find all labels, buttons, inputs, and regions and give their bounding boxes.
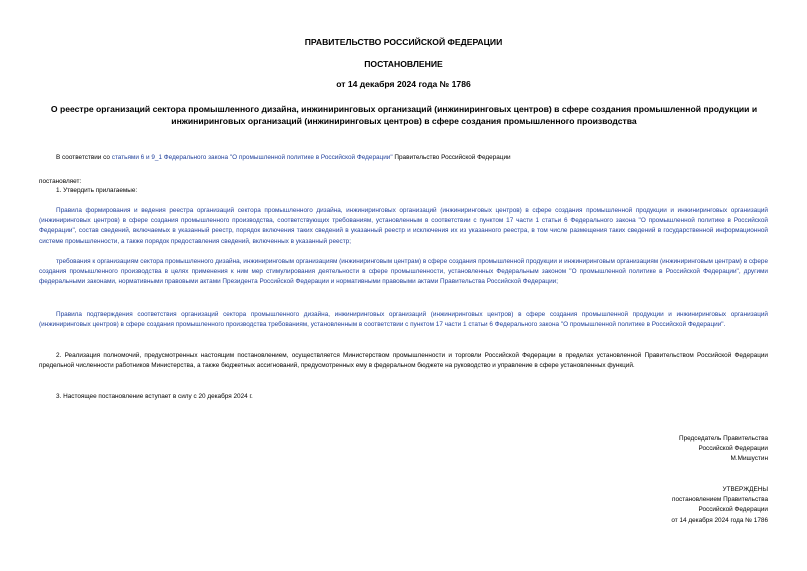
approval-date-number: от 14 декабря 2024 года № 1786 — [671, 516, 768, 524]
approval-title: УТВЕРЖДЕНЫ — [722, 486, 768, 493]
preamble-text-end: Правительство Российской Федерации — [392, 154, 511, 161]
item-3: 3. Настоящее постановление вступает в силу с 20 декабря 2024 г. — [56, 393, 253, 400]
approval-stamp — [671, 485, 768, 526]
requirements-link[interactable]: требования к организациям сектора промышленного дизайна, инжиниринговым организациям (инжиниринговым центрам) в сфере создания промышленной продукции и инжиниринговым организациям (инжиниринговым центрам) в сфере создания промышленного производства в целях применения к ним мер стимулирования деятельности в сфере промышленности, установленных Федеральным законом "О промышленной политике в Российской Федерации", другими федеральными законами, нормативными правовыми актами Президента Российской Федерации и нормативными правовыми актами Правительства Российской Федерации; — [39, 258, 768, 286]
date-number-heading: от 14 декабря 2024 года № 1786 — [336, 79, 471, 89]
issuer-heading: ПРАВИТЕЛЬСТВО РОССИЙСКОЙ ФЕДЕРАЦИИ — [304, 37, 503, 47]
federal-law-link[interactable]: Федерального закона "О промышленной политике в Российской Федерации" — [163, 154, 393, 161]
articles-link[interactable]: статьями 6 и 9_1 — [111, 154, 163, 161]
preamble — [56, 153, 776, 163]
document-title: О реестре организаций сектора промышленного дизайна, инжиниринговых организаций (инжиниринговых центров) в сфере создания промышленной продукции и инжиниринговых организаций (инжиниринговых центров) в сфере создания промышленного производства — [50, 104, 758, 126]
preamble-text-start: В соответствии со — [56, 154, 112, 161]
signature-position: Председатель Правительства — [679, 435, 768, 442]
signature-organization: Российской Федерации — [698, 445, 768, 453]
signature-block — [679, 434, 768, 465]
item-1: 1. Утвердить прилагаемые: — [56, 187, 138, 194]
confirmation-rules-link[interactable]: Правила подтверждения соответствия организаций сектора промышленного дизайна, инжиниринговых организаций (инжиниринговых центров) в сфере создания промышленной продукции и инжиниринговых организаций (инжиниринговых центров) в сфере создания промышленного производства требованиям, установленным в соответствии с пунктом 17 части 1 статьи 6 Федерального закона "О промышленной политике в Российской Федерации". — [39, 311, 768, 329]
document-type-heading: ПОСТАНОВЛЕНИЕ — [364, 59, 443, 69]
approval-issuer: постановлением Правительства — [672, 496, 768, 504]
approval-organization: Российской Федерации — [698, 506, 768, 514]
decrees-text: постановляет: — [39, 178, 82, 185]
approved-rules-link[interactable]: Правила формирования и ведения реестра организаций сектора промышленного дизайна, инжиниринговых организаций (инжиниринговых центров) в сфере создания промышленной продукции и инжиниринговых организаций (инжиниринговых центров) в сфере создания промышленного производства, соответствующих требованиям, установленным в соответствии с пунктом 17 части 1 статьи 6 Федерального закона "О промышленной политике в Российской Федерации", состав сведений, включаемых в указанный реестр, порядок включения таких сведений в указанный реестр и исключения их из указанного реестра, в том числе размещения таких сведений в государственной информационной системе промышленности, а также порядок предоставления сведений, включенных в указанный реестр; — [39, 207, 768, 245]
item-2: 2. Реализация полномочий, предусмотренных настоящим постановлением, осуществляется Министерством промышленности и торговли Российской Федерации в пределах установленной Правительством Российской Федерации предельной численности работников Министерства, а также бюджетных ассигнований, предусмотренных ему в федеральном бюджете на руководство и управление в сфере установленных функций. — [39, 352, 768, 370]
signature-name: М.Мишустин — [730, 455, 768, 463]
